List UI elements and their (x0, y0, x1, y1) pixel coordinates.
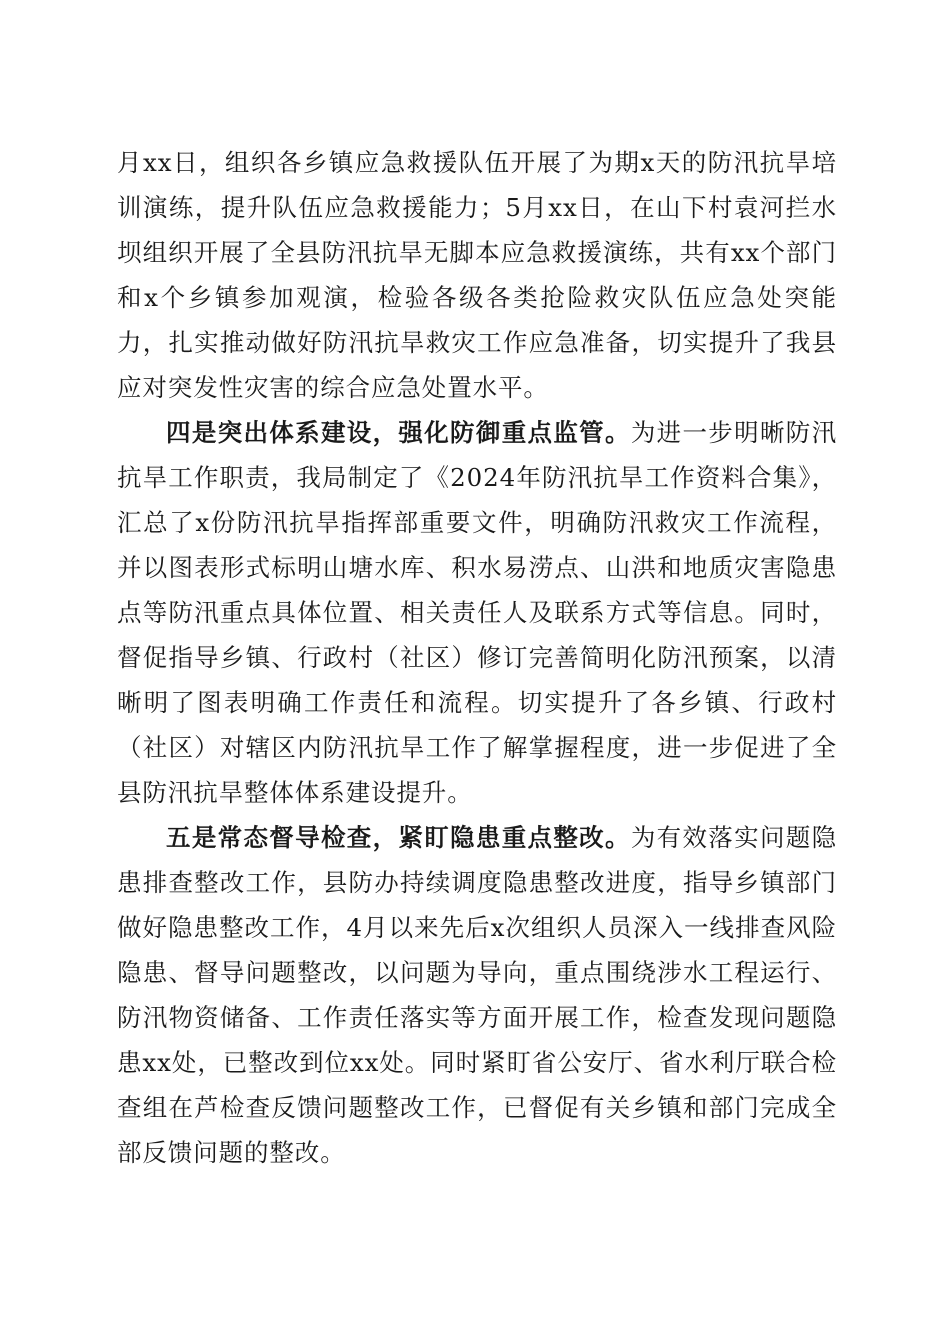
paragraph-body: 为有效落实问题隐患排查整改工作，县防办持续调度隐患整改进度，指导乡镇部门做好隐患整改工作，4月以来先后x次组织人员深入一线排查风险隐患、督导问题整改，以问题为导向，重点围绕涉水工程运行、防汛物资储备、工作责任落实等方面开展工作，检查发现问题隐患xx处，已整改到位xx处。同时紧盯省公安厅、省水利厅联合检查组在芦检查反馈问题整改工作，已督促有关乡镇和部门完成全部反馈问题的整改。 (117, 823, 837, 1167)
paragraph-body: 月xx日，组织各乡镇应急救援队伍开展了为期x天的防汛抗旱培训演练，提升队伍应急救援能力；5月xx日，在山下村袁河拦水坝组织开展了全县防汛抗旱无脚本应急救援演练，共有xx个部门和x个乡镇参加观演，检验各级各类抢险救灾队伍应急处突能力，扎实推动做好防汛抗旱救灾工作应急准备，切实提升了我县应对突发性灾害的综合应急处置水平。 (117, 148, 837, 402)
document-body (117, 140, 837, 1175)
paragraph-continuation (117, 140, 837, 410)
paragraph-heading: 五是常态督导检查，紧盯隐患重点整改。 (166, 823, 631, 852)
paragraph-body: 为进一步明晰防汛抗旱工作职责，我局制定了《2024年防汛抗旱工作资料合集》，汇总了x份防汛抗旱指挥部重要文件，明确防汛救灾工作流程，并以图表形式标明山塘水库、积水易涝点、山洪和地质灾害隐患点等防汛重点具体位置、相关责任人及联系方式等信息。同时，督促指导乡镇、行政村（社区）修订完善简明化防汛预案，以清晰明了图表明确工作责任和流程。切实提升了各乡镇、行政村（社区）对辖区内防汛抗旱工作了解掌握程度，进一步促进了全县防汛抗旱整体体系建设提升。 (117, 418, 837, 807)
paragraph-five (117, 815, 837, 1175)
paragraph-heading: 四是突出体系建设，强化防御重点监管。 (166, 418, 631, 447)
paragraph-four (117, 410, 837, 815)
